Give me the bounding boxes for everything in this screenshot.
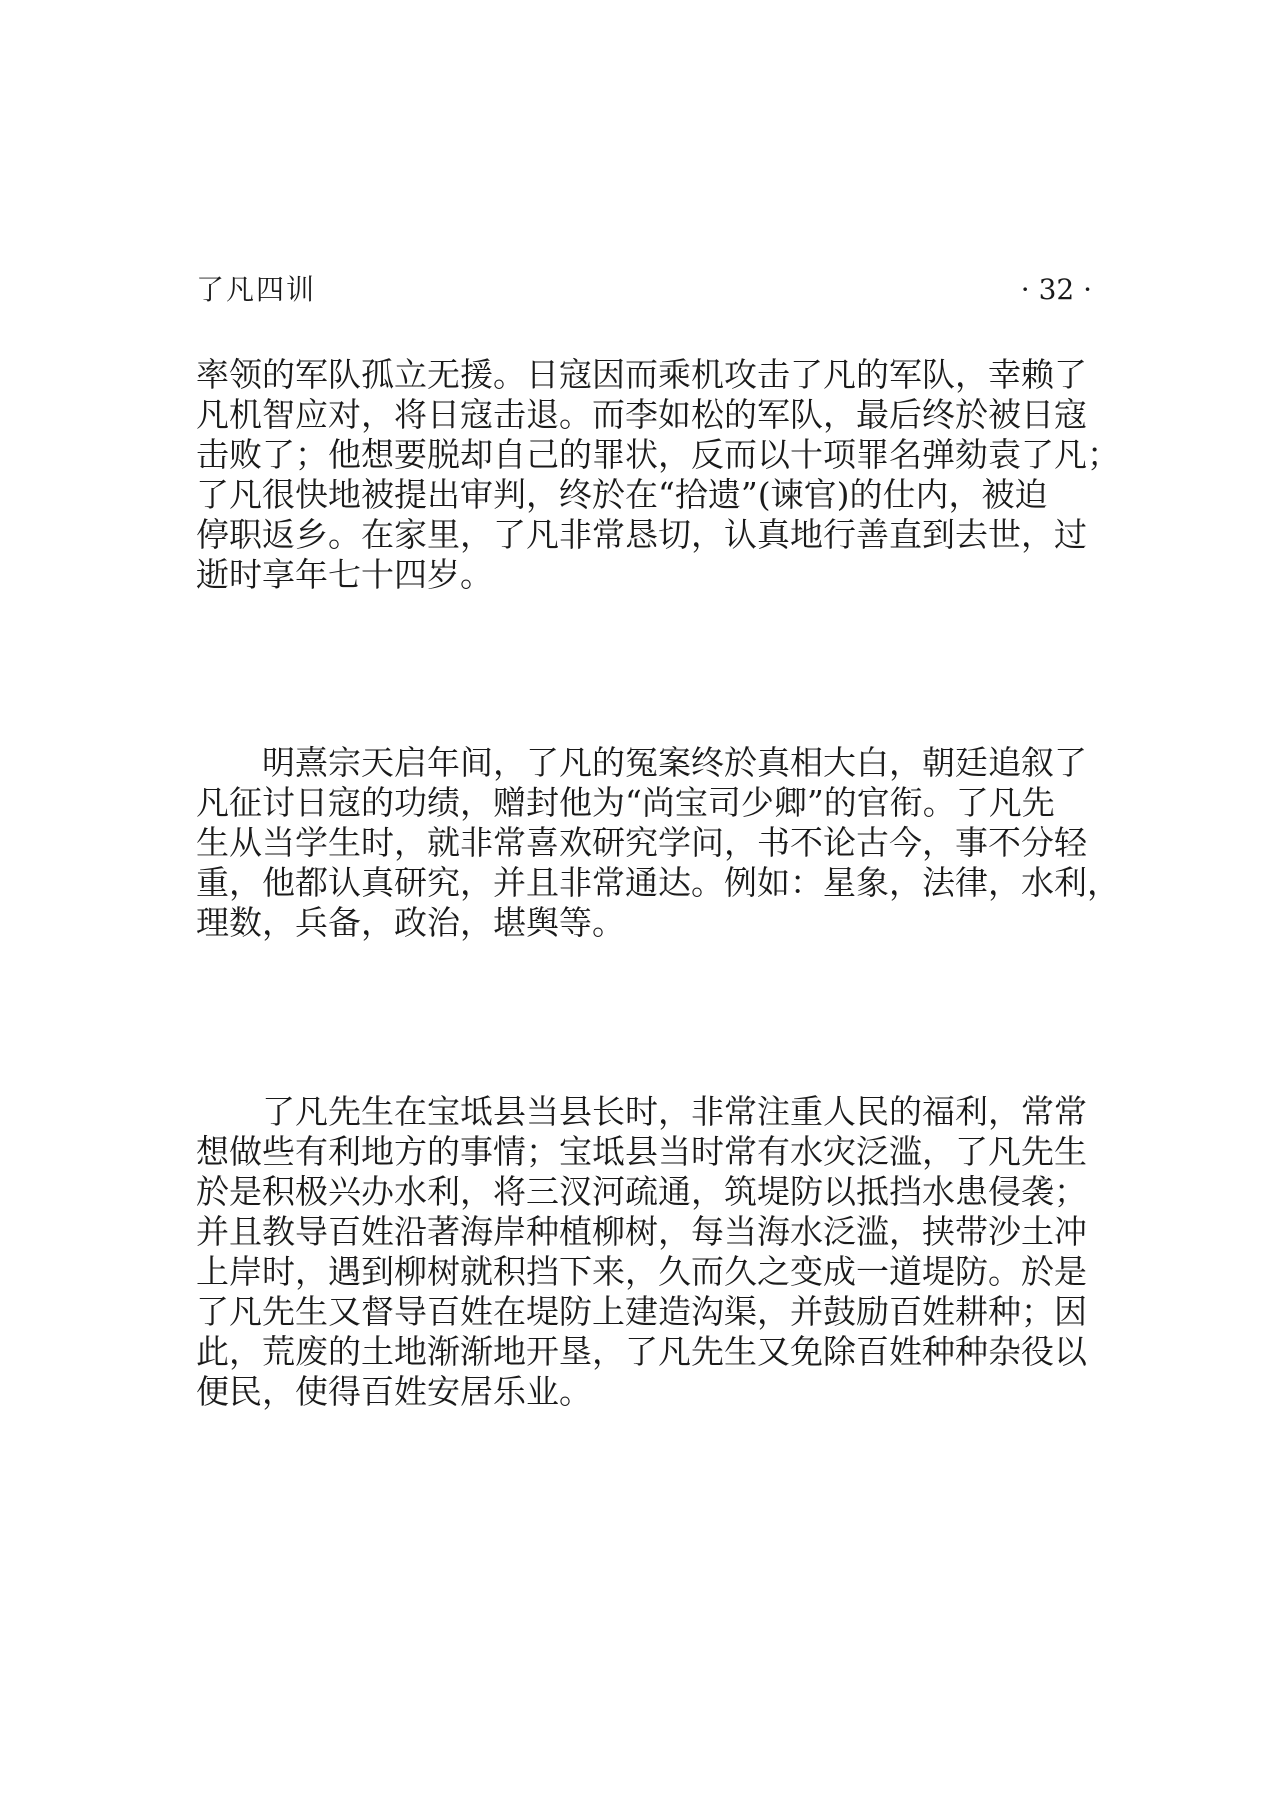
text-line: 逝时享年七十四岁。	[196, 555, 493, 594]
page-number: · 32 ·	[1020, 273, 1092, 306]
text-line: 生从当学生时，就非常喜欢研究学问，书不论古今，事不分轻	[196, 823, 1087, 862]
running-header	[196, 270, 1092, 310]
text-line: 凡机智应对，将日寇击退。而李如松的军队，最后终於被日寇	[196, 395, 1087, 434]
text-line: 重，他都认真研究，并且非常通达。例如：星象，法律，水利，	[196, 863, 1120, 902]
text-line: 明熹宗天启年间，了凡的冤案终於真相大白，朝廷追叙了	[262, 743, 1087, 782]
text-line: 便民，使得百姓安居乐业。	[196, 1372, 592, 1411]
paragraph-exoneration	[196, 743, 1120, 943]
paragraph-continuation	[196, 355, 1120, 595]
text-line: 了凡很快地被提出审判，终於在“拾遗”(谏官)的仕内，被迫	[196, 475, 1048, 514]
text-line: 了凡先生又督导百姓在堤防上建造沟渠，并鼓励百姓耕种；因	[196, 1292, 1087, 1331]
text-line: 停职返乡。在家里，了凡非常恳切，认真地行善直到去世，过	[196, 515, 1087, 554]
text-line: 想做些有利地方的事情；宝坻县当时常有水灾泛滥，了凡先生	[196, 1132, 1087, 1171]
text-line: 於是积极兴办水利，将三汊河疏通，筑堤防以抵挡水患侵袭；	[196, 1172, 1087, 1211]
text-line: 击败了；他想要脱却自己的罪状，反而以十项罪名弹劾袁了凡；	[196, 435, 1120, 474]
paragraph-baodi-county	[196, 1092, 1092, 1412]
text-line: 此，荒废的土地渐渐地开垦，了凡先生又免除百姓种种杂役以	[196, 1332, 1087, 1371]
text-line: 理数，兵备，政治，堪舆等。	[196, 903, 625, 942]
text-line: 上岸时，遇到柳树就积挡下来，久而久之变成一道堤防。於是	[196, 1252, 1087, 1291]
text-line: 凡征讨日寇的功绩，赠封他为“尚宝司少卿”的官衔。了凡先	[196, 783, 1055, 822]
text-line: 了凡先生在宝坻县当县长时，非常注重人民的福利，常常	[262, 1092, 1087, 1131]
text-line: 率领的军队孤立无援。日寇因而乘机攻击了凡的军队，幸赖了	[196, 355, 1087, 394]
text-line: 并且教导百姓沿著海岸种植柳树，每当海水泛滥，挟带沙土冲	[196, 1212, 1087, 1251]
book-title: 了凡四训	[196, 273, 317, 306]
